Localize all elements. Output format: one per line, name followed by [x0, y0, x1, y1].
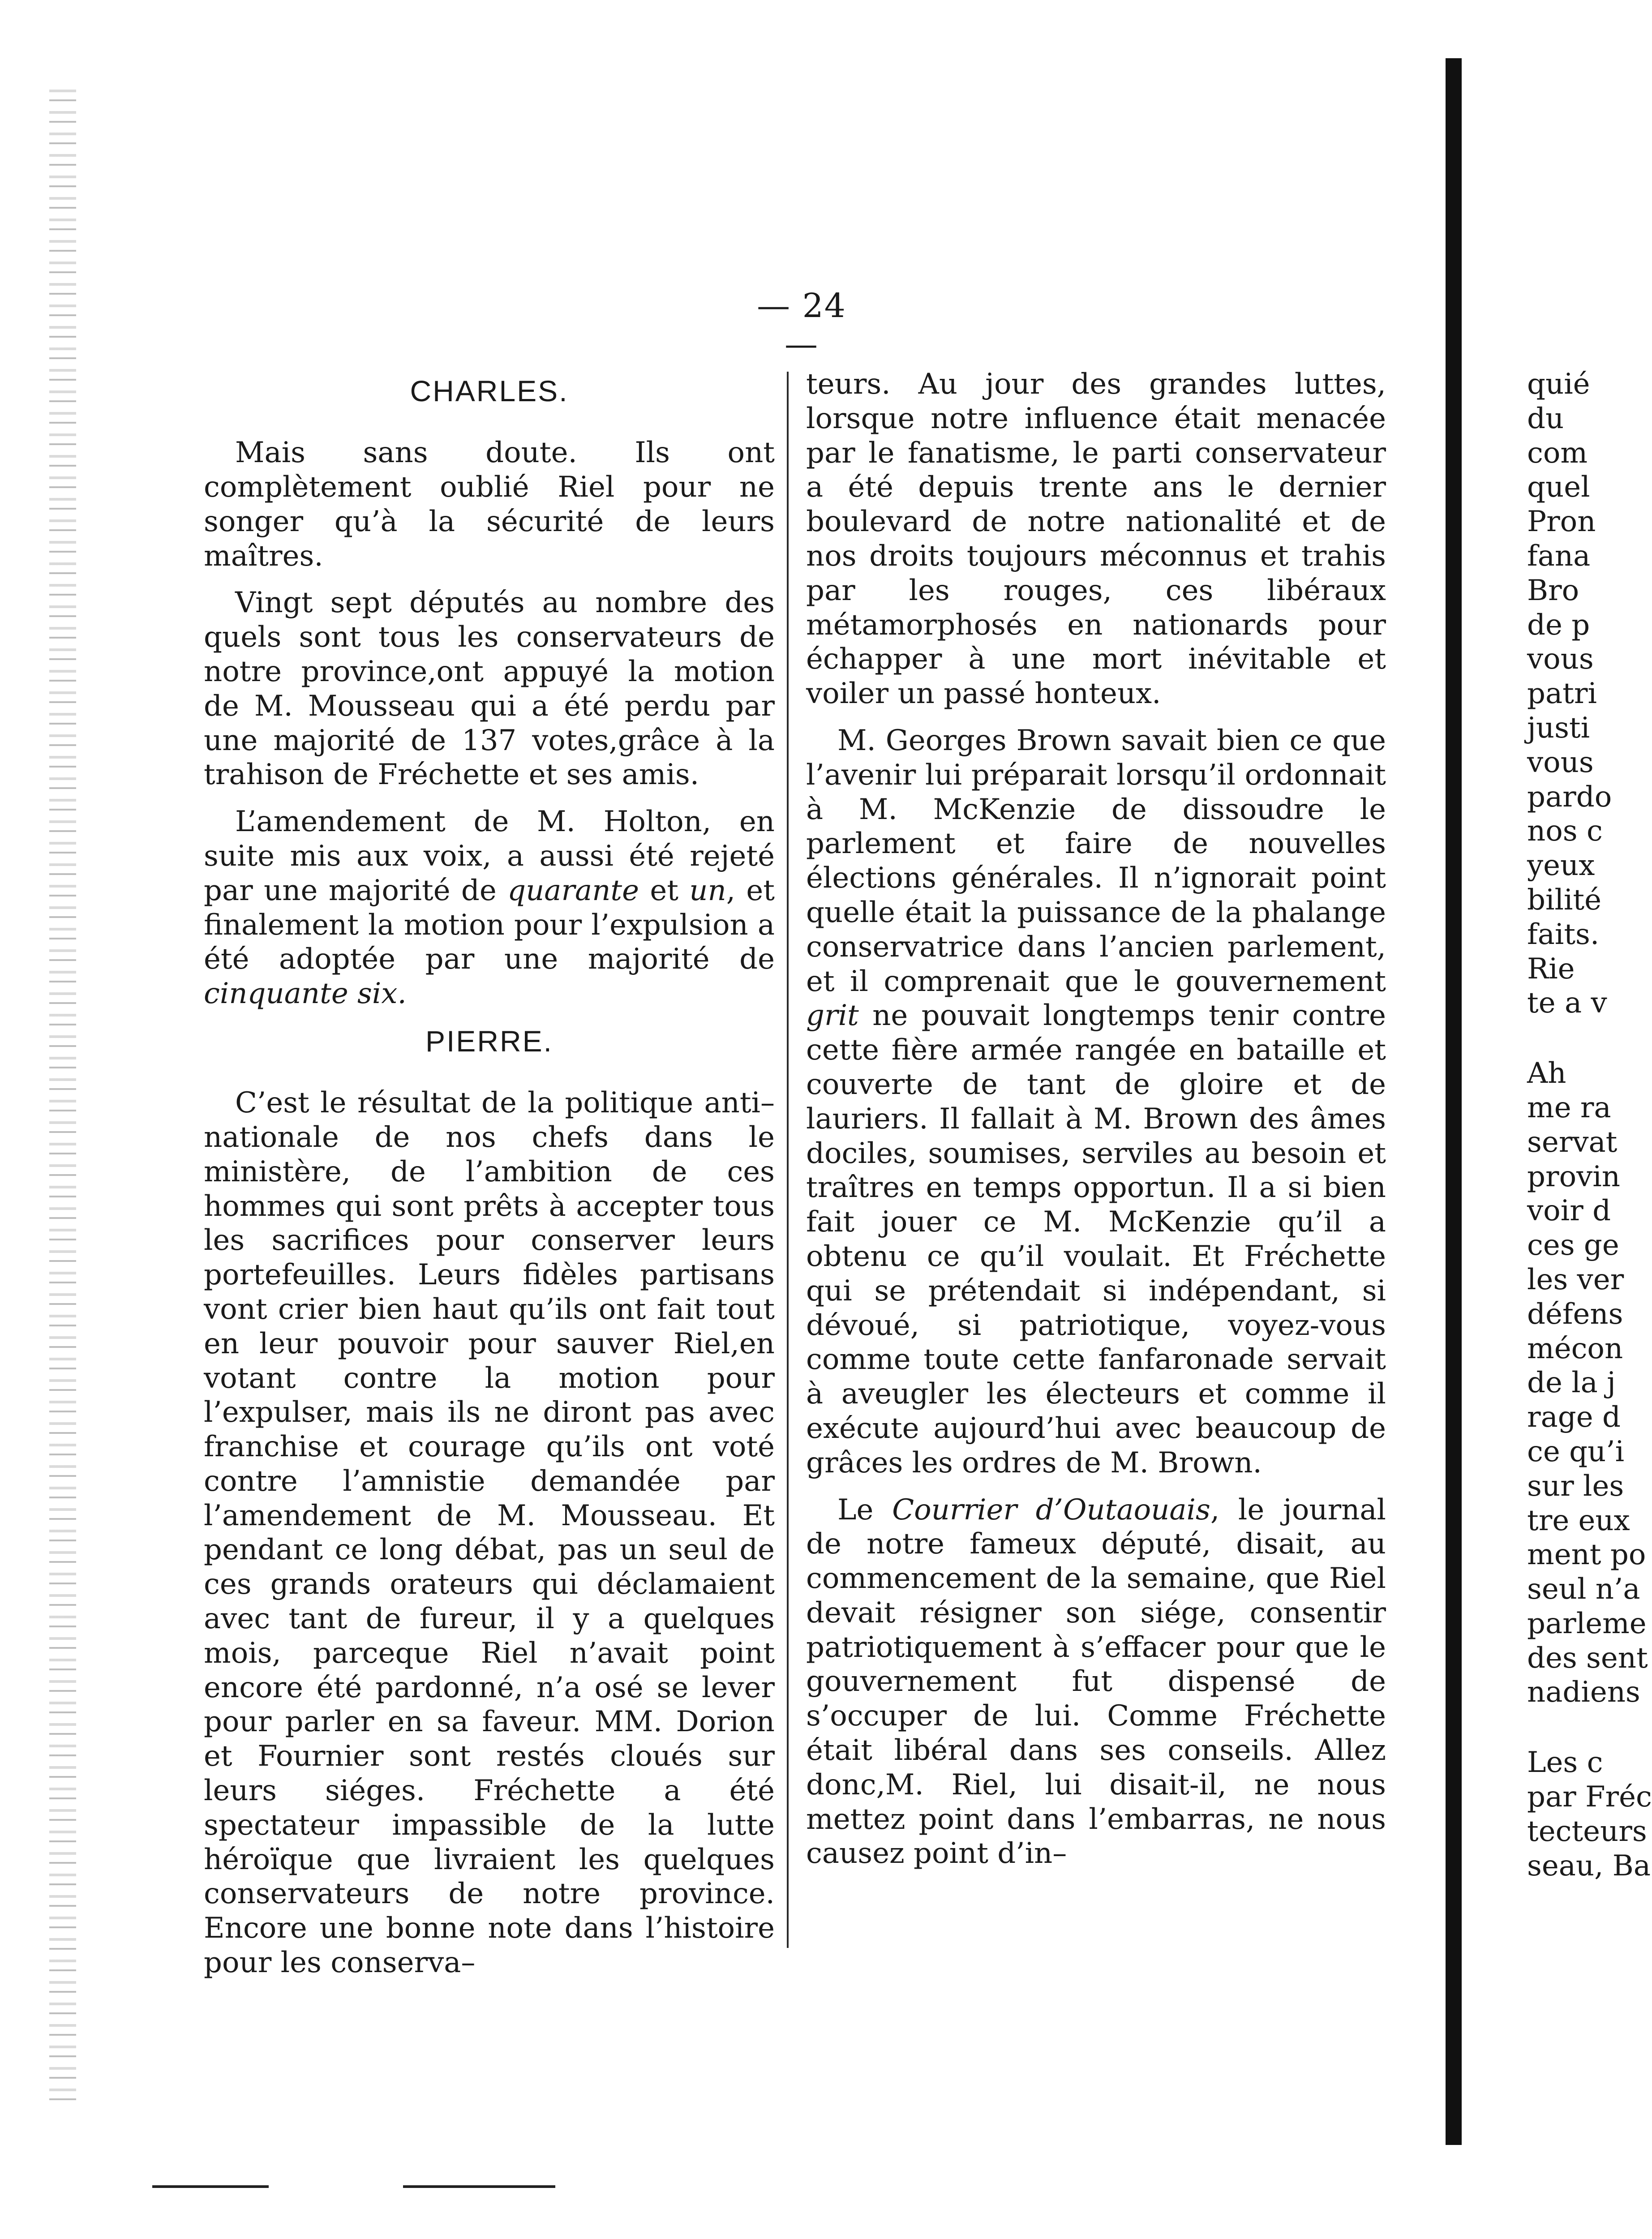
italic-text: quarante — [507, 874, 639, 907]
cropped-line-fragment: voir d — [1527, 1194, 1611, 1228]
cropped-line-fragment: yeux — [1527, 849, 1595, 883]
italic-text: un — [689, 874, 726, 907]
cropped-line-fragment: seul n’a — [1527, 1573, 1640, 1606]
cropped-line-fragment: servat — [1527, 1125, 1618, 1159]
middle-column — [806, 367, 1386, 1883]
text-run: M. Georges Brown savait bien ce que l’avenir lui préparait lorsqu’il ordonnait à M. McKenzie de dissoudre le parlement et faire de nouvelles élections générales. Il n’ignorait point quelle était la puissance de la phalange conservatrice dans l’ancien parlement, et il comprenait que le gouvernement — [806, 724, 1386, 998]
paragraph: Mais sans doute. Ils ont complètement oublié Riel pour ne songer qu’à la sécurité de leurs maîtres. — [204, 436, 775, 573]
cropped-line-fragment: seau, Ba — [1527, 1849, 1651, 1883]
text-run: , et finalement la motion pour l’expulsion a été adoptée par une majorité de — [204, 874, 775, 976]
cropped-line-fragment: rage d — [1527, 1401, 1621, 1434]
cropped-line-fragment: justi — [1527, 711, 1590, 745]
cropped-line-fragment: tecteurs — [1527, 1814, 1647, 1848]
speaker-heading-charles: CHARLES. — [410, 374, 569, 407]
cropped-line-fragment: mécon — [1527, 1332, 1623, 1365]
cropped-line-fragment: nos c — [1527, 815, 1603, 848]
cropped-line-fragment: Pron — [1527, 505, 1596, 539]
cropped-line-fragment: vous — [1527, 643, 1594, 676]
paragraph: teurs. Au jour des grandes luttes, lorsque notre influence était menacée par le fanatisme, le parti conservateur a été depuis trente ans le dernier boulevard de notre nationalité et de nos droits toujours méconnus et trahis par les rouges, ces libéraux métamorphosés en nationards pour échapper à une mort inévitable et voiler un passé honteux. — [806, 368, 1386, 711]
paragraph — [806, 724, 1386, 1480]
cropped-line-fragment: défens — [1527, 1297, 1623, 1331]
cropped-line-fragment: parleme — [1527, 1607, 1647, 1640]
text-run: L’amendement de M. Holton, en suite mis aux voix, a aussi été rejeté par une majorité de — [204, 805, 775, 907]
cropped-line-fragment: te a v — [1527, 987, 1607, 1020]
cropped-line-fragment: sur les — [1527, 1469, 1624, 1503]
paragraph — [204, 805, 775, 1011]
paragraph: Vingt sept députés au nombre des quels sont tous les conservateurs de notre province,ont appuyé la motion de M. Mousseau qui a été perdu par une majorité de 137 votes,grâce à la trahison de Fréchette et ses amis. — [204, 586, 775, 792]
cropped-line-fragment: pardo — [1527, 780, 1612, 814]
cropped-line-fragment: vous — [1527, 746, 1594, 779]
cropped-line-fragment: Rie — [1527, 952, 1575, 986]
cropped-line-fragment: bilité — [1527, 883, 1601, 917]
cropped-line-fragment: provin — [1527, 1160, 1620, 1193]
cropped-line-fragment: de la j — [1527, 1366, 1616, 1400]
paragraph: C’est le résultat de la politique anti–nationale de nos chefs dans le ministère, de l’ambition de ces hommes qui sont prêts à accepter tous les sacrifices pour conserver leurs portefeuilles. Leurs fidèles partisans vont crier bien haut qu’ils ont fait tout en leur pouvoir pour sauver Riel,en votant contre la motion pour l’expulser, mais ils ne diront pas avec franchise et courage qu’ils ont voté contre l’amnistie demandée par l’amendement de M. Mousseau. Et pendant ce long débat, pas un seul de ces grands orateurs qui déclamaient avec tant de fureur, il y a quelques mois, parceque Riel n’avait point encore été pardonné, n’a osé se lever pour parler en sa faveur. MM. Dorion et Fournier sont restés cloués sur leurs siéges. Fréchette a été spectateur impassible de la lutte héroïque que livraient les quelques conservateurs de notre province. Encore une bonne note dans l’histoire pour les conserva– — [204, 1086, 775, 1980]
bottom-rule — [403, 2185, 555, 2188]
text-run: et — [639, 874, 690, 907]
cropped-line-fragment: nadiens — [1527, 1676, 1640, 1709]
cropped-line-fragment: me ra — [1527, 1091, 1611, 1124]
bottom-rule — [152, 2185, 269, 2188]
cropped-line-fragment: ment po — [1527, 1538, 1646, 1572]
cropped-line-fragment: quié — [1527, 368, 1590, 401]
cropped-line-fragment: des sent — [1527, 1641, 1648, 1675]
cropped-line-fragment: quel — [1527, 471, 1590, 504]
scanned-binding-edge — [49, 90, 76, 2105]
text-run: , le journal de notre fameux député, disait, au commencement de la semaine, que Riel devait résigner son siége, consentir patriotiquement à s’effacer pour que le gouvernement fut dispensé de s’occuper de lui. Comme Fréchette était libéral dans ses conseils. Allez donc,M. Riel, lui disait-il, ne nous mettez point dans l’embarras, ne nous causez point d’in– — [806, 1493, 1386, 1870]
cropped-line-fragment: ce qu’i — [1527, 1435, 1625, 1468]
left-column — [204, 367, 775, 1993]
cropped-line-fragment: Les c — [1527, 1746, 1603, 1780]
right-column-partial — [1527, 367, 1652, 1883]
cropped-line-fragment: ces ge — [1527, 1229, 1619, 1262]
cropped-line-fragment: fana — [1527, 539, 1591, 573]
cropped-line-fragment: par Fréc — [1527, 1780, 1652, 1814]
cropped-line-fragment: Bro — [1527, 574, 1579, 607]
cropped-line-fragment: de p — [1527, 608, 1590, 642]
column-divider — [787, 372, 789, 1948]
page-edge-bar — [1446, 58, 1462, 2145]
cropped-line-fragment: patri — [1527, 677, 1597, 711]
cropped-line-fragment: com — [1527, 436, 1588, 470]
italic-text: cinquante six. — [204, 977, 407, 1011]
text-run: ne pouvait longtemps tenir contre cette fière armée rangée en bataille et couverte de tant de gloire et de lauriers. Il fallait à M. Brown des âmes dociles, soumises, serviles au besoin et traîtres en temps opportun. Il a si bien fait jouer ce M. McKenzie qu’il a obtenu ce qu’il voulait. Et Fréchette qui se prétendait si indépendant, si dévoué, si patriotique, voyez-vous comme toute cette fanfaronade servait à aveugler les électeurs et comme il exécute aujourd’hui avec beaucoup de grâces les ordres de M. Brown. — [806, 999, 1386, 1480]
cropped-line-fragment: tre eux — [1527, 1504, 1630, 1537]
cropped-line-fragment: du — [1527, 402, 1564, 435]
text-run: Le — [837, 1493, 893, 1527]
paragraph — [806, 1493, 1386, 1871]
cropped-line-fragment: Ah — [1527, 1057, 1566, 1090]
speaker-heading-pierre: PIERRE. — [425, 1024, 554, 1058]
italic-text: grit — [806, 999, 859, 1033]
page-number: — 24 — — [757, 287, 846, 364]
cropped-line-fragment: faits. — [1527, 918, 1600, 951]
italic-text: Courrier d’Outaouais — [892, 1493, 1210, 1527]
cropped-line-fragment: les ver — [1527, 1263, 1624, 1296]
